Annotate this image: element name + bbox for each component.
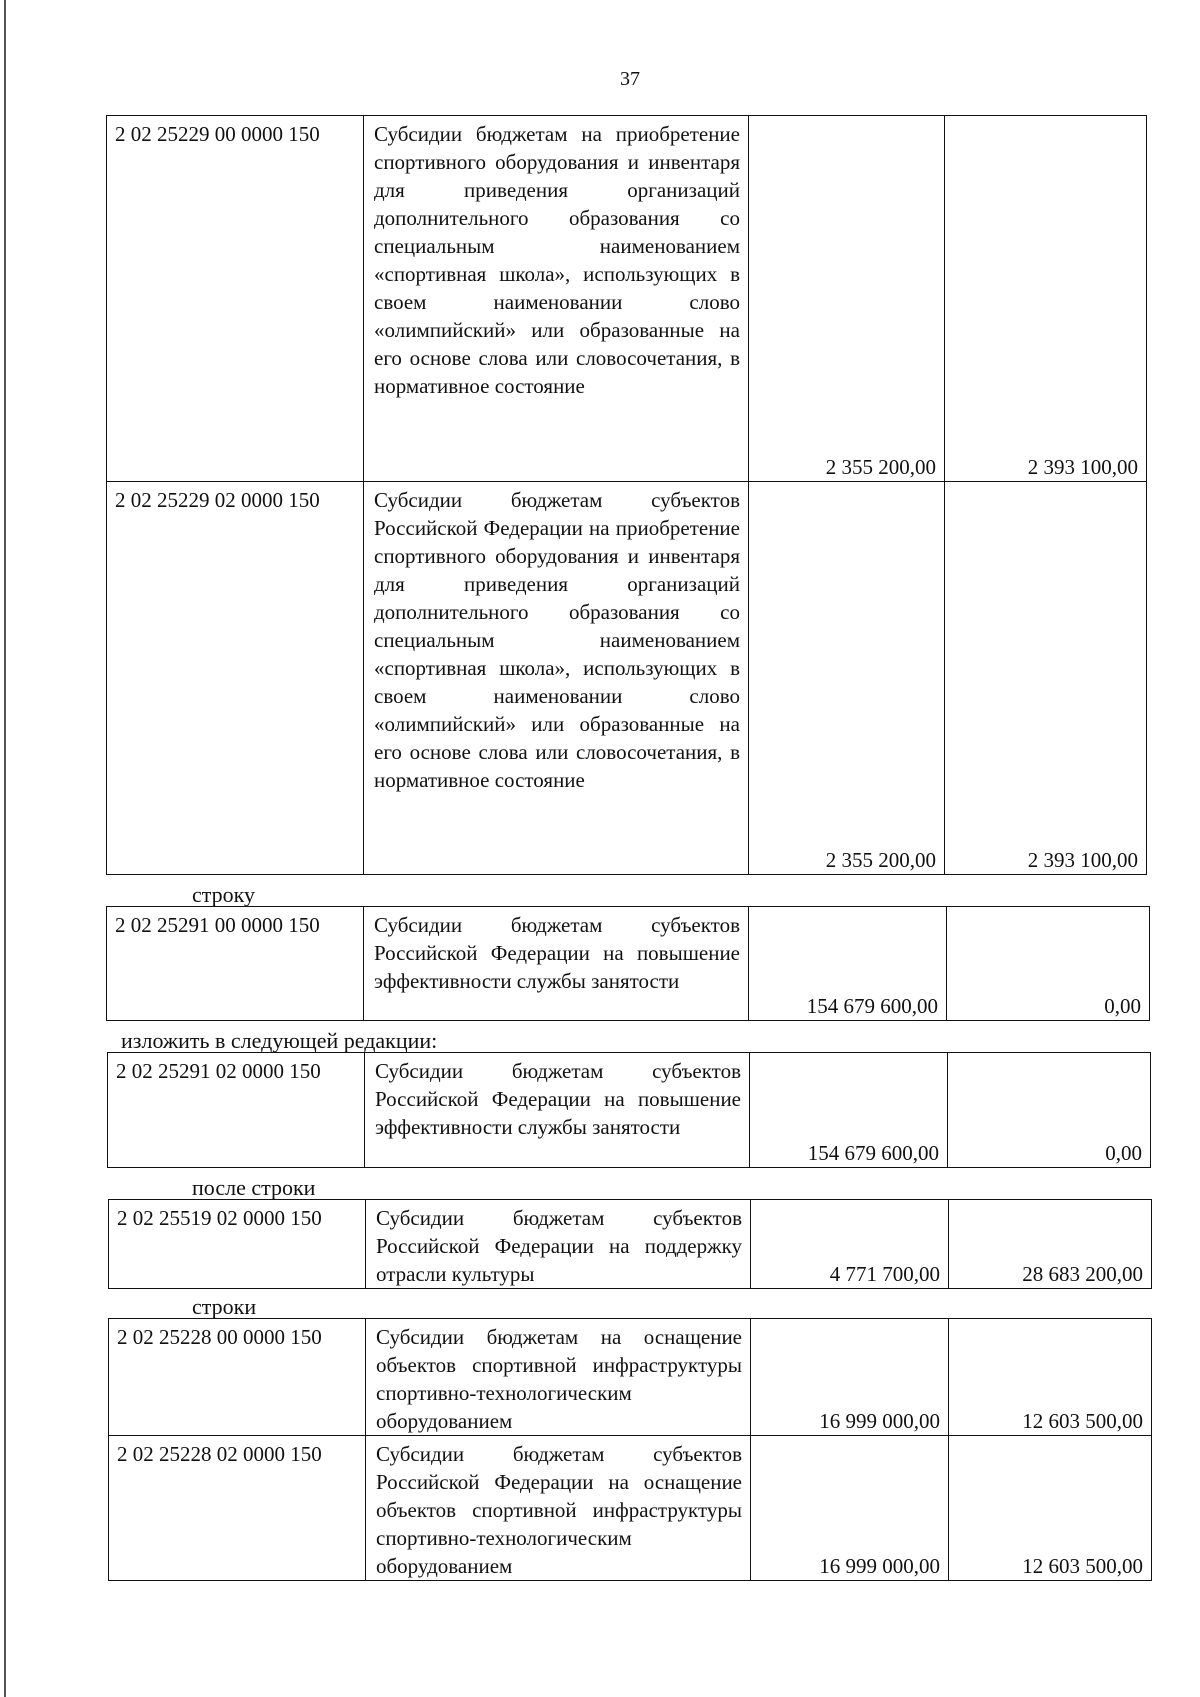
budget-table-1	[106, 115, 1147, 875]
budget-table-5	[108, 1318, 1152, 1581]
amount-cell-first: 154 679 600,00	[749, 907, 947, 1021]
connector-text-row: строку	[192, 882, 256, 907]
amount-cell-second: 0,00	[947, 907, 1150, 1021]
connector-text-edit: изложить в следующей редакции:	[121, 1028, 438, 1053]
amount-cell-second: 28 683 200,00	[949, 1200, 1152, 1289]
budget-table-2	[106, 906, 1150, 1021]
budget-table-3	[107, 1052, 1151, 1168]
amount-cell-second: 12 603 500,00	[949, 1319, 1152, 1436]
budget-code-cell: 2 02 25229 00 0000 150	[107, 116, 364, 482]
table-row	[109, 1200, 1152, 1289]
table-row	[109, 1436, 1152, 1581]
budget-table-4	[108, 1199, 1152, 1289]
description-cell: Субсидии бюджетам на оснащение объектов спортивной инфраструктуры спортивно-технологическим оборудованием	[366, 1319, 751, 1436]
amount-cell-second: 0,00	[948, 1053, 1151, 1168]
table-row	[108, 1053, 1151, 1168]
table-row	[107, 907, 1150, 1021]
amount-cell-first: 154 679 600,00	[750, 1053, 948, 1168]
budget-code-cell: 2 02 25291 00 0000 150	[107, 907, 364, 1021]
table-row	[109, 1319, 1152, 1436]
description-cell: Субсидии бюджетам субъектов Российской Федерации на повышение эффективности службы занятости	[364, 907, 749, 1021]
budget-code-cell: 2 02 25228 00 0000 150	[109, 1319, 366, 1436]
amount-cell-first: 2 355 200,00	[749, 116, 945, 482]
amount-cell-first: 2 355 200,00	[749, 482, 945, 875]
amount-cell-first: 4 771 700,00	[751, 1200, 949, 1289]
amount-cell-second: 2 393 100,00	[945, 482, 1147, 875]
table-row	[107, 116, 1147, 482]
description-cell: Субсидии бюджетам субъектов Российской Федерации на поддержку отрасли культуры	[366, 1200, 751, 1289]
table-row	[107, 482, 1147, 875]
page-number: 37	[620, 68, 640, 90]
amount-cell-second: 2 393 100,00	[945, 116, 1147, 482]
connector-text-after: после строки	[192, 1175, 316, 1200]
budget-code-cell: 2 02 25228 02 0000 150	[109, 1436, 366, 1581]
connector-text-rows: строки	[192, 1294, 257, 1319]
description-cell: Субсидии бюджетам субъектов Российской Федерации на оснащение объектов спортивной инфраструктуры спортивно-технологическим оборудованием	[366, 1436, 751, 1581]
budget-code-cell: 2 02 25291 02 0000 150	[108, 1053, 365, 1168]
description-cell: Субсидии бюджетам на приобретение спортивного оборудования и инвентаря для приведения организаций дополнительного образования со специальным наименованием «спортивная школа», использующих в своем наименовании слово «олимпийский» или образованные на его основе слова или словосочетания, в нормативное состояние	[364, 116, 749, 482]
budget-code-cell: 2 02 25519 02 0000 150	[109, 1200, 366, 1289]
amount-cell-first: 16 999 000,00	[751, 1436, 949, 1581]
budget-code-cell: 2 02 25229 02 0000 150	[107, 482, 364, 875]
description-cell: Субсидии бюджетам субъектов Российской Федерации на повышение эффективности службы занятости	[365, 1053, 750, 1168]
description-cell: Субсидии бюджетам субъектов Российской Федерации на приобретение спортивного оборудования и инвентаря для приведения организаций дополнительного образования со специальным наименованием «спортивная школа», использующих в своем наименовании слово «олимпийский» или образованные на его основе слова или словосочетания, в нормативное состояние	[364, 482, 749, 875]
page-edge-line	[4, 0, 6, 1697]
amount-cell-second: 12 603 500,00	[949, 1436, 1152, 1581]
amount-cell-first: 16 999 000,00	[751, 1319, 949, 1436]
